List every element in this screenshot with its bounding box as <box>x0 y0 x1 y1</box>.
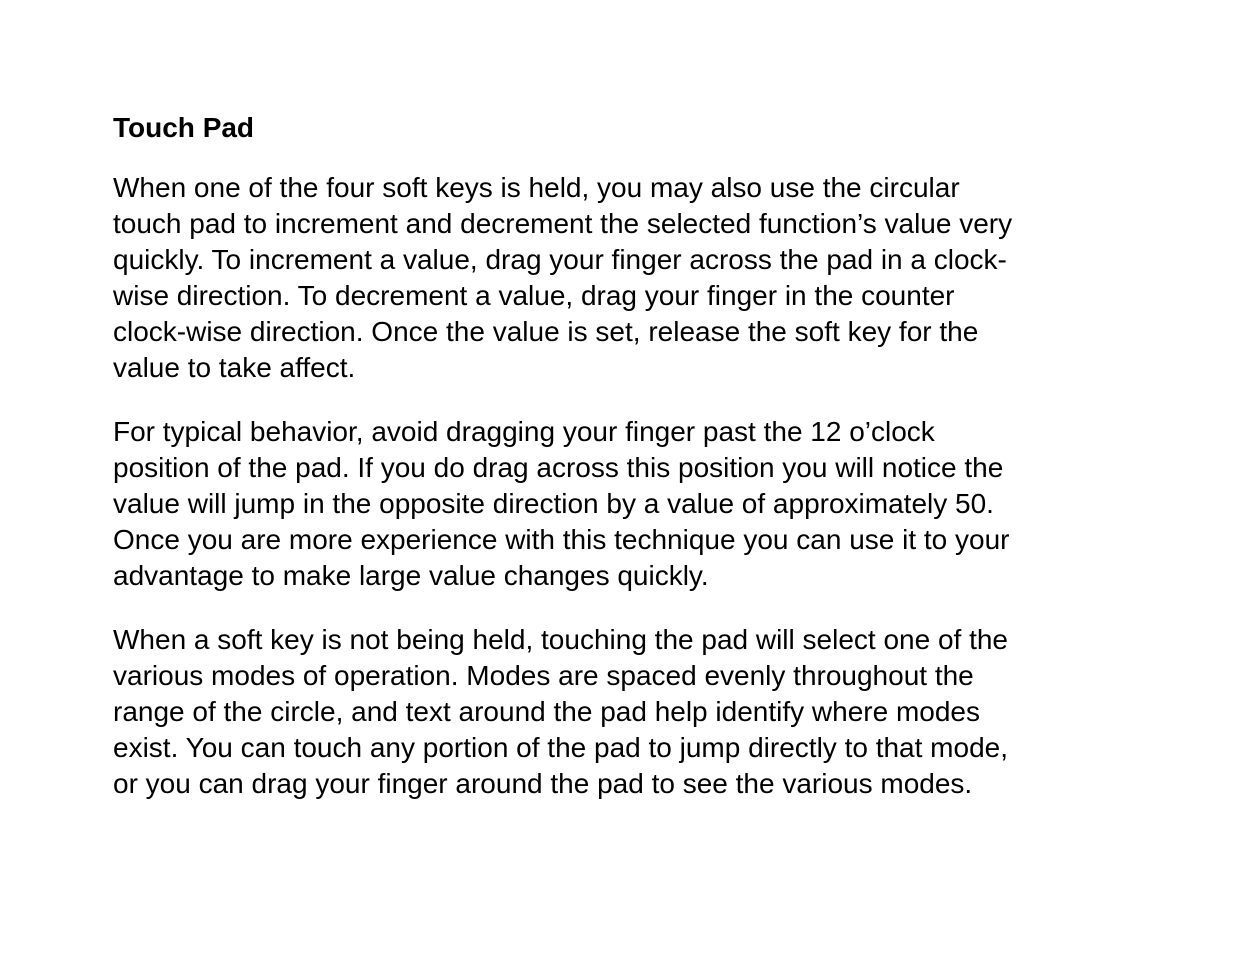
section-heading: Touch Pad <box>113 112 255 143</box>
paragraph-soft-keys <box>113 170 1123 386</box>
paragraph-line: Once you are more experience with this technique you can use it to your <box>113 524 1010 555</box>
paragraph-typical-behavior <box>113 414 1123 594</box>
paragraph-line: or you can drag your finger around the pad to see the various modes. <box>113 768 973 799</box>
paragraph-line: advantage to make large value changes quickly. <box>113 560 709 591</box>
paragraph-line: value will jump in the opposite direction by a value of approximately 50. <box>113 488 994 519</box>
paragraph-line: various modes of operation. Modes are spaced evenly throughout the <box>113 660 974 691</box>
document-page <box>113 110 1123 830</box>
paragraph-line: quickly. To increment a value, drag your finger across the pad in a clock- <box>113 244 1007 275</box>
paragraph-line: exist. You can touch any portion of the pad to jump directly to that mode, <box>113 732 1009 763</box>
paragraph-line: value to take affect. <box>113 352 356 383</box>
paragraph-line: clock-wise direction. Once the value is set, release the soft key for the <box>113 316 979 347</box>
paragraph-modes <box>113 622 1123 802</box>
paragraph-line: position of the pad. If you do drag across this position you will notice the <box>113 452 1004 483</box>
paragraph-line: wise direction. To decrement a value, drag your finger in the counter <box>113 280 955 311</box>
paragraph-line: When one of the four soft keys is held, you may also use the circular <box>113 172 960 203</box>
paragraph-line: For typical behavior, avoid dragging your finger past the 12 o’clock <box>113 416 935 447</box>
paragraph-line: range of the circle, and text around the pad help identify where modes <box>113 696 980 727</box>
paragraph-line: touch pad to increment and decrement the selected function’s value very <box>113 208 1013 239</box>
paragraph-line: When a soft key is not being held, touching the pad will select one of the <box>113 624 1009 655</box>
